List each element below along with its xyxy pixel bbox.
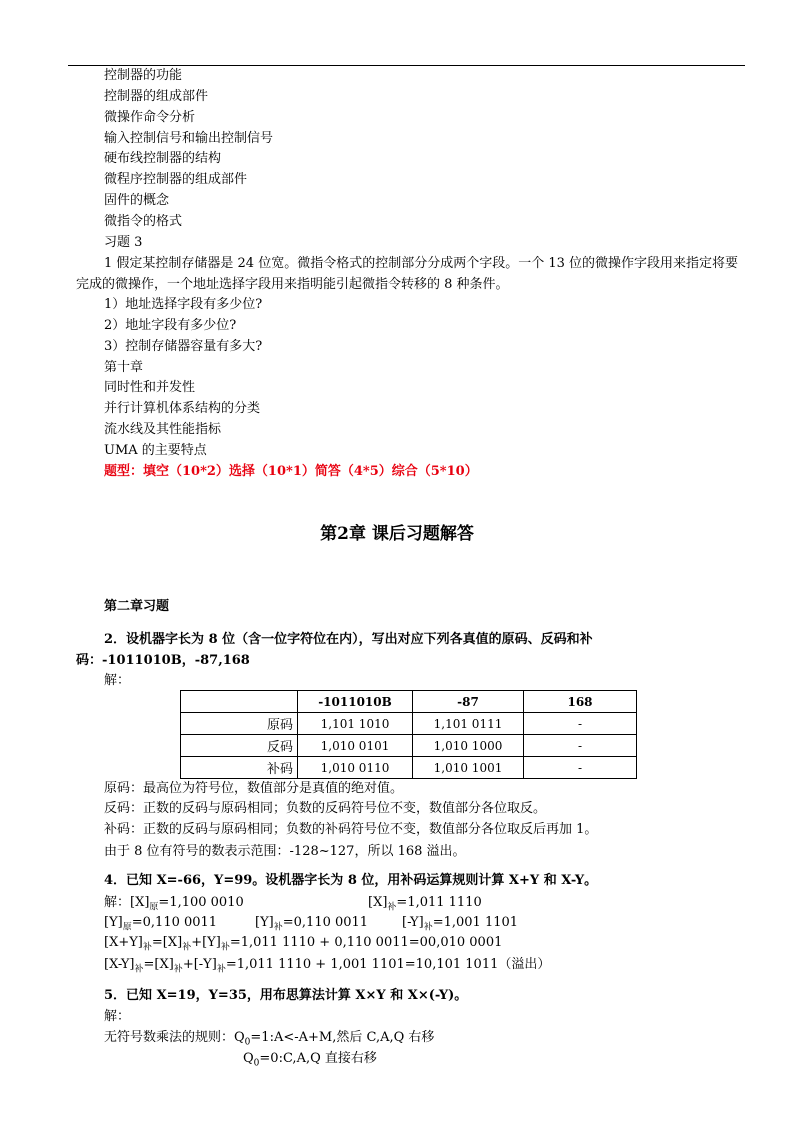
- chapter-heading: 第十章: [104, 360, 144, 375]
- exercise-question: 2）地址字段有多少位?: [104, 318, 237, 333]
- calc-term: [-Y]: [402, 915, 424, 930]
- subscript: 补: [134, 964, 144, 975]
- rule-line: [104, 1029, 434, 1052]
- subscript: 补: [273, 922, 283, 933]
- table-cell: 1,010 0110: [298, 757, 413, 779]
- subscript: 补: [216, 964, 226, 975]
- outline-item: 硬布线控制器的结构: [104, 151, 222, 166]
- table-row: [181, 713, 637, 735]
- table-cell: -: [524, 757, 637, 779]
- calc-value: =0,110 0011: [131, 915, 218, 930]
- exercise-question: 1）地址选择字段有多少位?: [104, 297, 263, 312]
- calc-term: [X+Y]: [104, 935, 143, 950]
- table-header-cell: [181, 691, 298, 713]
- calc-value: =1,011 1110: [396, 895, 482, 910]
- row-label: 补码: [181, 757, 298, 779]
- table-cell: -: [524, 713, 637, 735]
- calc-term: +[-Y]: [182, 957, 217, 972]
- calc-value: =1,100 0010: [158, 895, 244, 910]
- outline-item: 输入控制信号和输出控制信号: [104, 131, 274, 146]
- outline-item: UMA 的主要特点: [104, 443, 207, 458]
- calc-term: [X]: [368, 895, 388, 910]
- solution-label: 解：: [104, 1009, 131, 1024]
- exercise-problem: 1 假定某控制存储器是 24 位宽。微指令格式的控制部分分成两个字段。一个 13 位的微操作字段用来指定将要完成的微操作，一个地址选择字段用来指明能引起微指令转移的 8 种条件。: [76, 256, 739, 292]
- exercise-heading: 习题 3: [104, 235, 143, 250]
- table-cell: 1,010 1001: [413, 757, 524, 779]
- outline-item: 微程序控制器的组成部件: [104, 172, 248, 187]
- rule-text: =1:A<-A+M,然后 C,A,Q 右移: [250, 1030, 435, 1045]
- subscript: 补: [423, 922, 433, 933]
- row-label: 反码: [181, 735, 298, 757]
- rule-line: [243, 1050, 377, 1073]
- header-rule: [68, 65, 745, 66]
- row-label: 原码: [181, 713, 298, 735]
- calc-term: [Y]: [255, 915, 274, 930]
- exercise-question: 3）控制存储器容量有多大?: [104, 339, 263, 354]
- question-2-text: 2．设机器字长为 8 位（含一位字符位在内），写出对应下列各真值的原码、反码和补码：-1011010B，-87,168: [76, 632, 593, 668]
- outline-item: 微指令的格式: [104, 214, 183, 229]
- code-table: [180, 690, 637, 779]
- outline-item: 控制器的功能: [104, 68, 183, 83]
- question-types: 题型：填空（10*2）选择（10*1）简答（4*5）综合（5*10）: [104, 464, 478, 479]
- outline-item: 微操作命令分析: [104, 110, 196, 125]
- table-cell: 1,010 0101: [298, 735, 413, 757]
- rule-label: Q: [243, 1051, 254, 1066]
- outline-item: 固件的概念: [104, 193, 170, 208]
- subscript: 补: [142, 942, 152, 953]
- calc-term: =[X]: [143, 957, 174, 972]
- subscript: 补: [182, 942, 192, 953]
- calc-value: =1,011 1110 + 1,001 1101=10,101 1011（溢出）: [225, 957, 551, 972]
- table-header-cell: -87: [413, 691, 524, 713]
- outline-item: 并行计算机体系结构的分类: [104, 401, 261, 416]
- calc-value: =0,110 0011: [282, 915, 369, 930]
- subscript: 原: [122, 922, 132, 933]
- table-row: [181, 735, 637, 757]
- table-cell: 1,101 0111: [413, 713, 524, 735]
- calc-term: [X-Y]: [104, 957, 135, 972]
- calc-term: [Y]: [104, 915, 123, 930]
- note-line: 补码：正数的反码与原码相同；负数的补码符号位不变，数值部分各位取反后再加 1。: [104, 822, 598, 837]
- calc-term: +[Y]: [191, 935, 221, 950]
- calc-line: [104, 956, 550, 979]
- calc-value: =1,001 1101: [432, 915, 519, 930]
- solution-label: 解：: [104, 673, 131, 688]
- question-4-title: 4．已知 X=-66，Y=99。设机器字长为 8 位，用补码运算规则计算 X+Y 和 X-Y。: [104, 873, 598, 888]
- subscript: 补: [387, 902, 397, 913]
- calc-line: [104, 934, 502, 957]
- table-header-cell: 168: [524, 691, 637, 713]
- note-line: 原码：最高位为符号位，数值部分是真值的绝对值。: [104, 781, 404, 796]
- subscript: 0: [244, 1037, 251, 1048]
- outline-item: 控制器的组成部件: [104, 89, 209, 104]
- table-row: [181, 757, 637, 779]
- rule-text: =0:C,A,Q 直接右移: [259, 1051, 377, 1066]
- rule-label: 无符号数乘法的规则：Q: [104, 1030, 245, 1045]
- subscript: 0: [253, 1058, 260, 1069]
- table-header-row: [181, 691, 637, 713]
- calc-term: =[X]: [151, 935, 183, 950]
- note-line: 反码：正数的反码与原码相同；负数的反码符号位不变，数值部分各位取反。: [104, 801, 547, 816]
- table-cell: 1,010 1000: [413, 735, 524, 757]
- question-5-title: 5．已知 X=19，Y=35，用布思算法计算 X×Y 和 X×(-Y)。: [104, 988, 468, 1003]
- calc-value: =1,011 1110 + 0,110 0011=00,010 0001: [229, 935, 503, 950]
- subscript: 补: [173, 964, 183, 975]
- table-cell: -: [524, 735, 637, 757]
- calc-term: 解：[X]: [104, 895, 150, 910]
- outline-item: 同时性和并发性: [104, 380, 196, 395]
- outline-item: 流水线及其性能指标: [104, 422, 222, 437]
- table-header-cell: -1011010B: [298, 691, 413, 713]
- subscript: 补: [220, 942, 230, 953]
- section-title: 第二章习题: [104, 599, 170, 614]
- note-line: 由于 8 位有符号的数表示范围：-128~127，所以 168 溢出。: [104, 844, 466, 859]
- chapter-title: 第2章 课后习题解答: [320, 524, 474, 544]
- table-cell: 1,101 1010: [298, 713, 413, 735]
- subscript: 原: [149, 902, 159, 913]
